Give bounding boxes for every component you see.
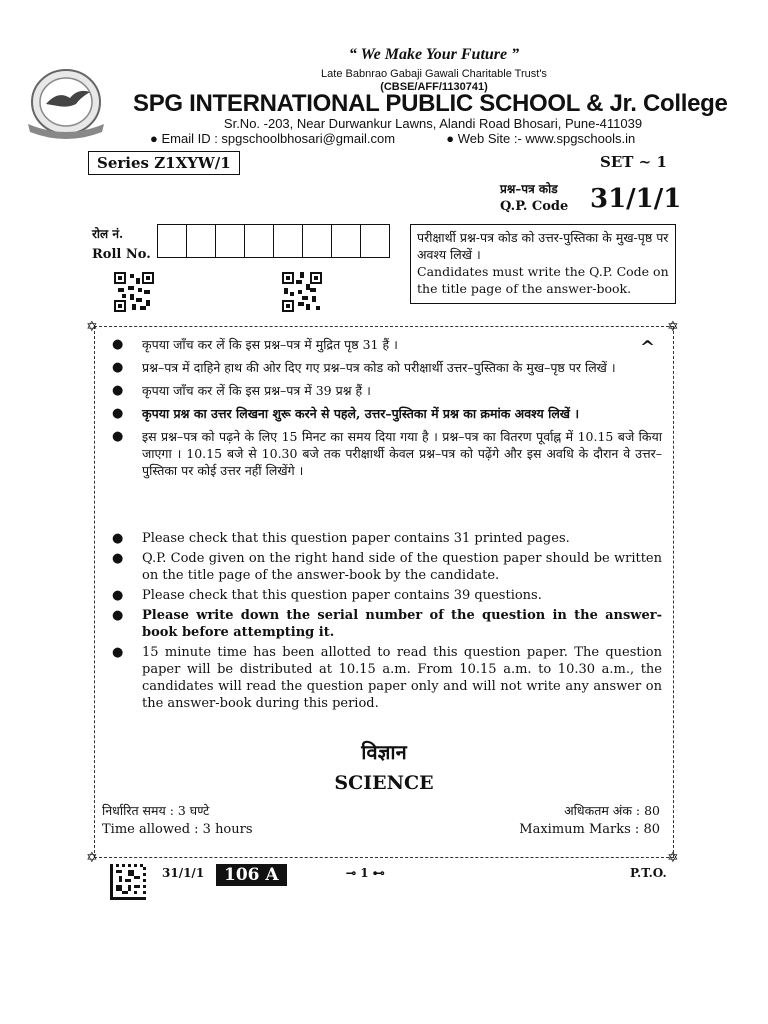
contact-line: [150, 131, 635, 146]
frame-star-icon: ✡: [86, 319, 98, 335]
school-motto: “ We Make Your Future ”: [348, 46, 520, 63]
set-number: SET ~ 1: [600, 153, 667, 171]
instruction-item: ● कृपया जाँच कर लें कि इस प्रश्न–पत्र में 39 प्रश्न हैं ।: [112, 383, 371, 398]
subject-title-hindi: विज्ञान: [361, 740, 407, 764]
instruction-item: ● Please write down the serial number of the question in the answer-book before attempting it.: [112, 608, 662, 640]
caret-mark: ^: [640, 337, 656, 358]
instruction-item: ● इस प्रश्न–पत्र को पढ़ने के लिए 15 मिनट का समय दिया गया है । प्रश्न–पत्र का वितरण पूर्वाह्न में 10.15 बजे किया जाएगा । 10.15 बजे से 10.30 बजे तक परीक्षार्थी केवल प्रश्न–पत्र को पढ़ेंगे और इस अवधि के दौरान वे उत्तर–पुस्तिका पर कोई उत्तर नहीं लिखेंगे ।: [112, 429, 662, 478]
roll-digit-box[interactable]: [360, 224, 390, 258]
roll-digit-box[interactable]: [215, 224, 245, 258]
instruction-item: ● कृपया प्रश्न का उत्तर लिखना शुरू करने से पहले, उत्तर–पुस्तिका में प्रश्न का क्रमांक अवश्य लिखें ।: [112, 406, 580, 421]
instruction-item: ● प्रश्न–पत्र में दाहिने हाथ की ओर दिए गए प्रश्न–पत्र कोड को परीक्षार्थी उत्तर–पुस्तिका के मुख–पृष्ठ पर लिखें ।: [112, 360, 616, 375]
notice-english: Candidates must write the Q.P. Code on the title page of the answer-book.: [417, 264, 669, 296]
email-text: ● Email ID : spgschoolbhosari@gmail.com: [150, 131, 396, 146]
maximum-marks: Maximum Marks : 80: [519, 822, 660, 837]
trust-name: Late Babnrao Gabaji Gawali Charitable Trust's: [321, 68, 547, 80]
notice-hindi: परीक्षार्थी प्रश्न-पत्र कोड को उत्तर-पुस्तिका के मुख-पृष्ठ पर अवश्य लिखें ।: [417, 230, 669, 262]
roll-digit-box[interactable]: [157, 224, 187, 258]
roll-digit-box[interactable]: [186, 224, 216, 258]
affiliation-number: (CBSE/AFF/1130741): [380, 81, 488, 93]
qp-code-label: Q.P. Code: [500, 199, 569, 214]
datamatrix-icon: [110, 864, 146, 900]
subject-title: SCIENCE: [334, 772, 434, 794]
roll-label: Roll No.: [92, 247, 151, 262]
instruction-item: ● 15 minute time has been allotted to read this question paper. The question paper will be distributed at 10.15 a.m. From 10.15 a.m. to 10.30 a.m., the candidates will read the question paper only and will not write any answer on the answer-book during this period.: [112, 645, 662, 711]
footer-qp-code: 31/1/1: [162, 866, 205, 880]
series-box: Series Z1XYW/1: [88, 151, 240, 175]
website-text: ● Web Site :- www.spgschools.in: [446, 131, 636, 146]
roll-digit-box[interactable]: [302, 224, 332, 258]
frame-star-icon: ✡: [86, 850, 98, 866]
qr-code-icon: [114, 272, 154, 312]
frame-star-icon: ✡: [667, 319, 679, 335]
roll-digit-box[interactable]: [273, 224, 303, 258]
candidate-notice-box: [410, 224, 676, 304]
instruction-item: ● कृपया जाँच कर लें कि इस प्रश्न–पत्र में मुद्रित पृष्ठ 31 हैं ।: [112, 337, 398, 352]
qr-code-icon: [282, 272, 322, 312]
time-allowed: Time allowed : 3 hours: [102, 822, 253, 837]
instructions-hindi: [112, 336, 662, 485]
maximum-marks-hindi: अधिकतम अंक : 80: [564, 803, 660, 818]
footer-badge: 106 A: [216, 864, 287, 886]
instruction-item: ● Please check that this question paper contains 39 questions.: [112, 588, 542, 603]
roll-number-boxes[interactable]: [158, 224, 390, 258]
school-address: Sr.No. -203, Near Durwankur Lawns, Alandi Road Bhosari, Pune-411039: [223, 116, 643, 131]
school-name: SPG INTERNATIONAL PUBLIC SCHOOL & Jr. College: [133, 90, 728, 117]
frame-star-icon: ✡: [667, 850, 679, 866]
qp-code-label-hindi: प्रश्न–पत्र कोड: [500, 182, 558, 196]
instruction-item: ● Please check that this question paper contains 31 printed pages.: [112, 531, 570, 546]
page-number: ⊸ 1 ⊷: [346, 866, 385, 880]
roll-label-hindi: रोल नं.: [92, 227, 124, 241]
roll-digit-box[interactable]: [331, 224, 361, 258]
roll-digit-box[interactable]: [244, 224, 274, 258]
time-allowed-hindi: निर्धारित समय : 3 घण्टे: [102, 803, 210, 818]
pto-label: P.T.O.: [630, 866, 667, 880]
instructions-english: [112, 530, 662, 715]
qp-code-value: 31/1/1: [590, 184, 682, 214]
instruction-item: ● Q.P. Code given on the right hand side of the question paper should be written on the title page of the answer-book by the candidate.: [112, 551, 662, 583]
